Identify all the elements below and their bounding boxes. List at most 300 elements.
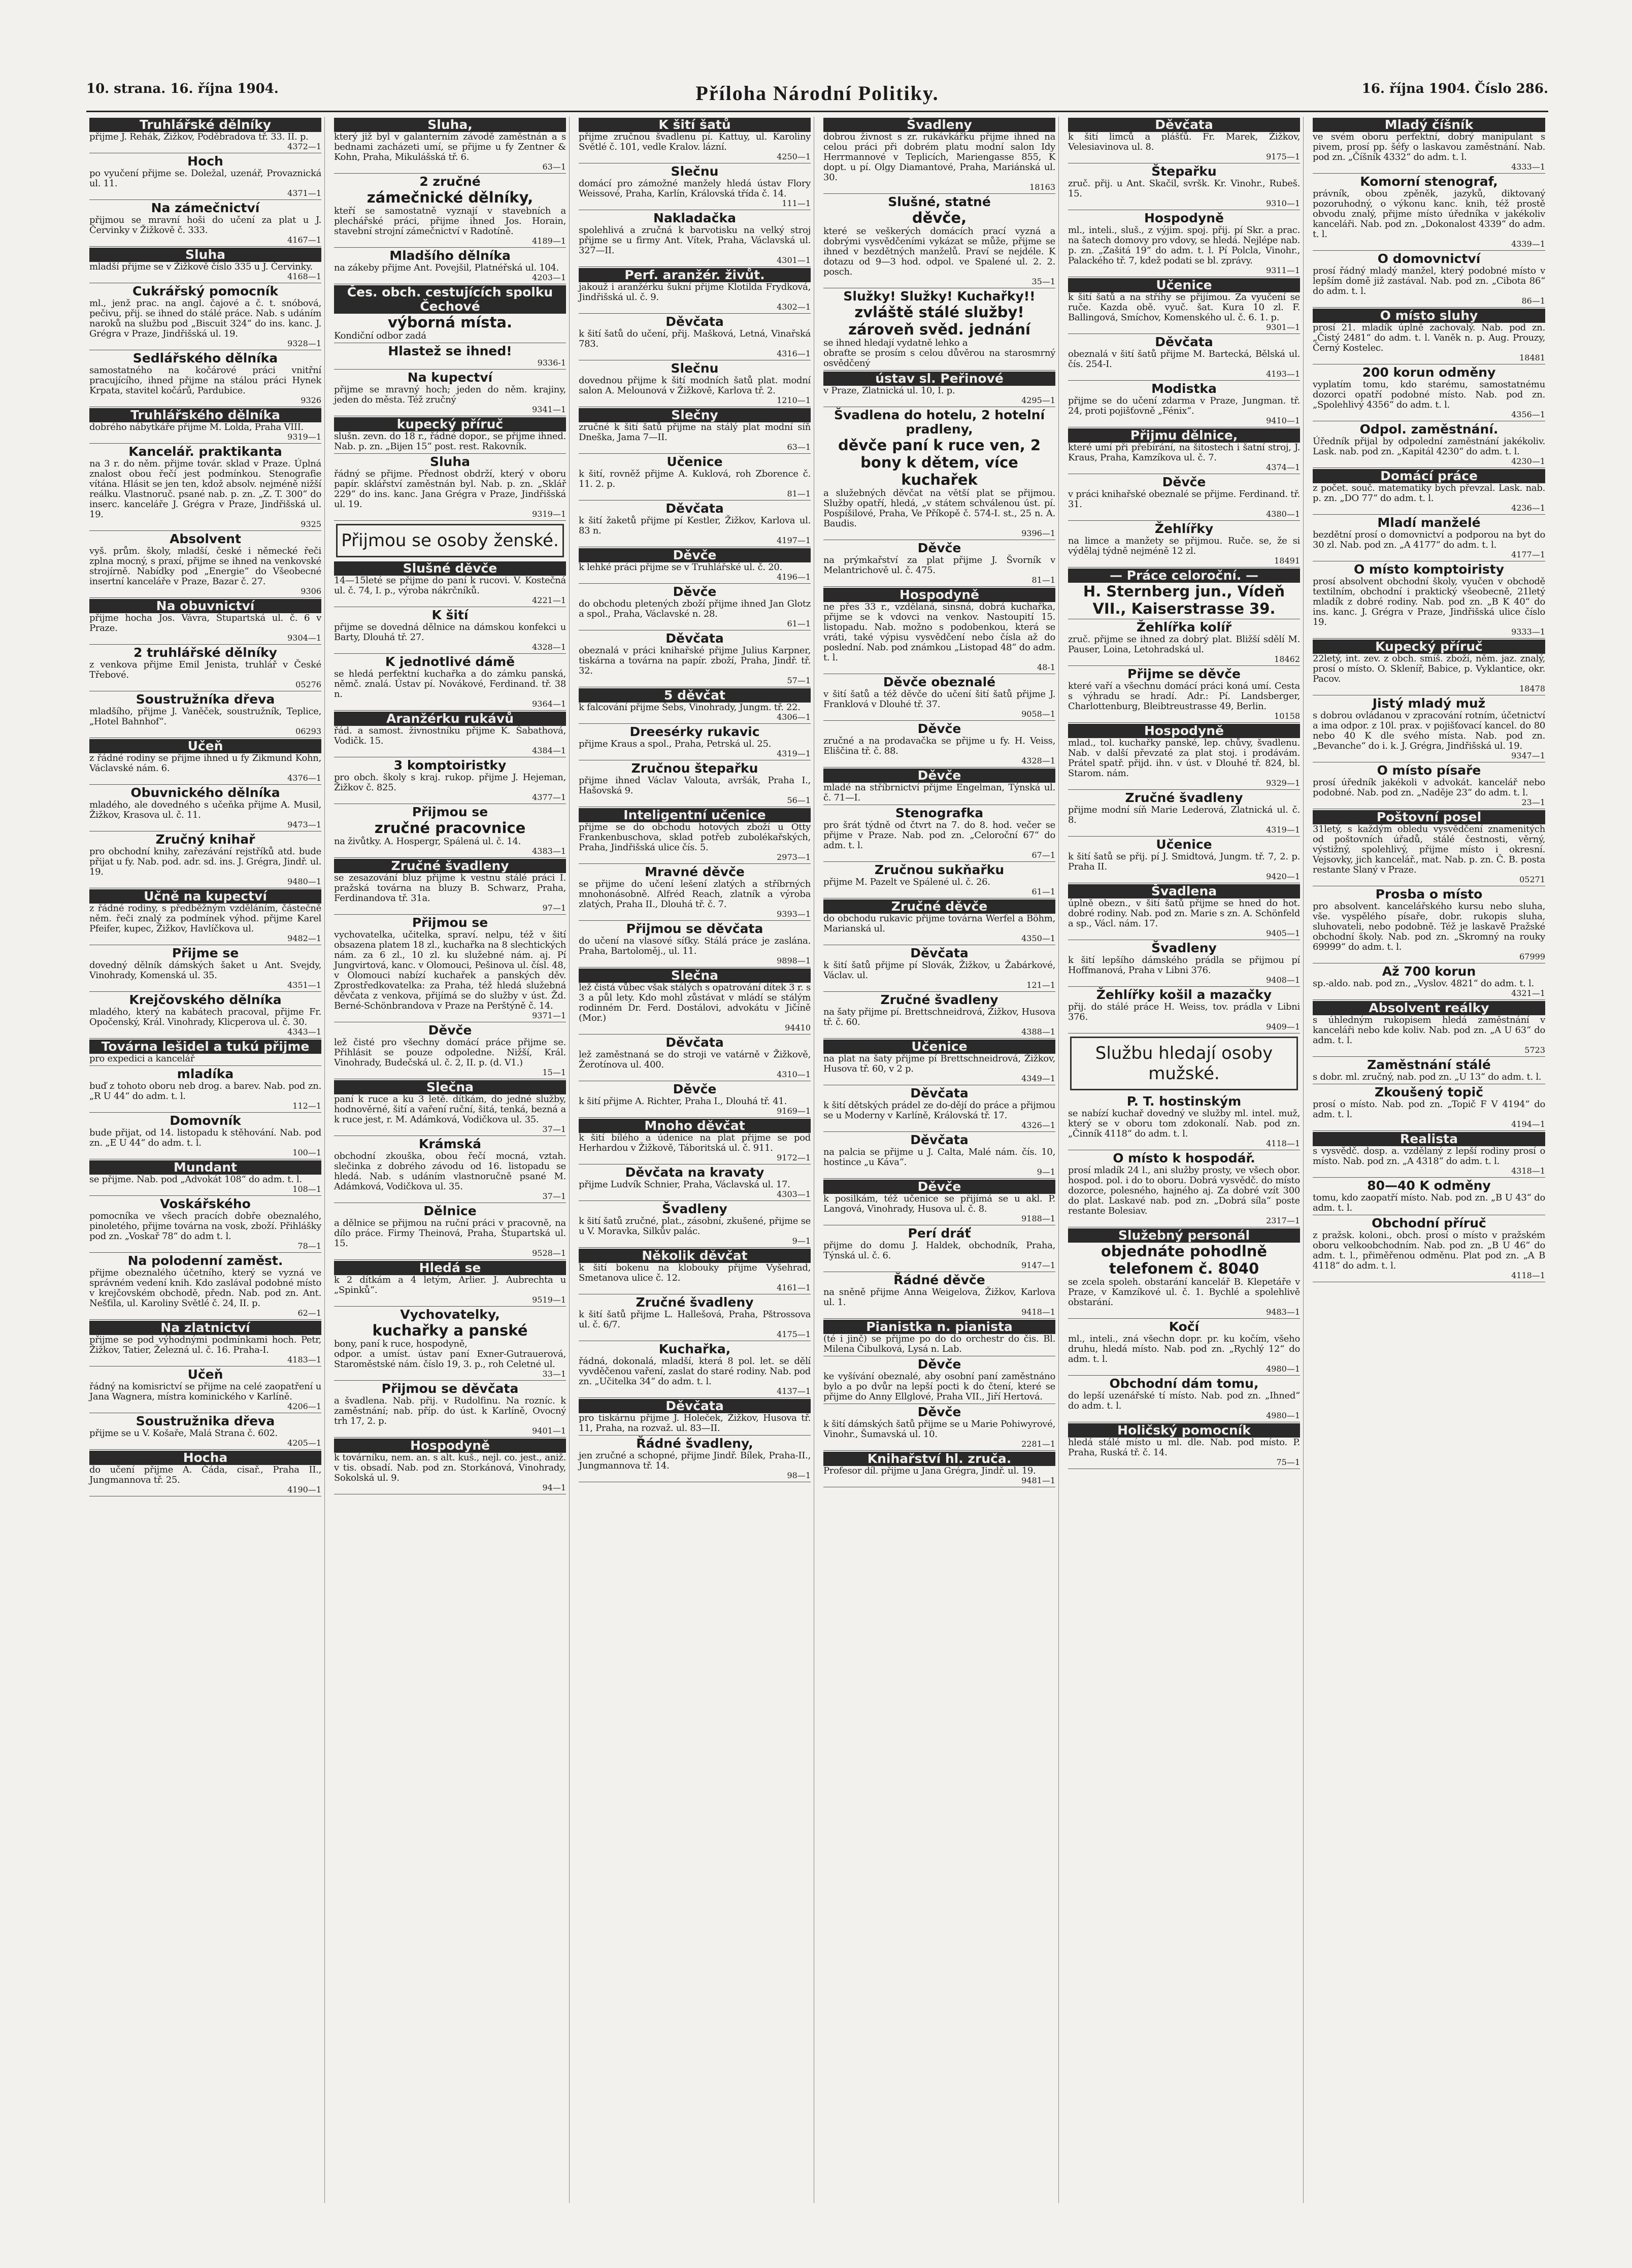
ad-body: přijme obeznalého účetního, který se vyzná ve správném vedení knih. Kdo zaslával podobné místo v krejčovském obchodě, předn. Nab. pod zn. Ant. Nešťila, ul. Karoliny Světlé č. 24, II. p.: [89, 1268, 321, 1309]
ad-body: do lepší uzenářské tí místo. Nab. pod zn. „Ihned“ do adm. t. l.: [1068, 1390, 1300, 1411]
ad-heading: K šití šatů: [579, 118, 811, 132]
ad-heading: Nakladačka: [653, 211, 736, 225]
ad-reference-number: 108—1: [292, 1184, 321, 1194]
classified-ad: [89, 598, 321, 645]
ad-body: pro absolvent. kancelářského kursu nebo sluha, vše. vyspělého písaře, dobr. rukopis sluha, sluhovateli, nebo podobně. Též je laskavě Pražské obchodní školy. Nab. pod zn. „Skromný na rouky 69999“ do adm. t. l.: [1313, 901, 1545, 952]
ad-heading: Učenice: [1068, 278, 1300, 292]
ad-reference-number: 9310—1: [1266, 198, 1300, 208]
ad-heading: Děvče: [673, 1082, 717, 1096]
classified-ad: [823, 1356, 1055, 1404]
classified-ad: [823, 371, 1055, 407]
ad-body: zruč. přij. u Ant. Skačil, svršk. Kr. Vinohr., Rubeš. 15.: [1068, 178, 1300, 199]
ad-heading: K jednotlivé dámě: [385, 654, 515, 669]
classified-ad: [1068, 883, 1300, 940]
ad-reference-number: 78—1: [297, 1241, 321, 1251]
classified-ad: [334, 858, 566, 915]
ad-heading: Hledá se: [334, 1261, 566, 1275]
ad-body: k továrníku, nem. an. s alt. kuš., nejl. co. jest., aniž. v tis. obsadí. Nab. pod zn. Storkánová, Vinohrady, Sokolská ul. 9.: [334, 1452, 566, 1483]
ad-heading: O místo sluhy: [1313, 309, 1545, 323]
ad-heading: Kuchařka,: [658, 1342, 731, 1356]
ad-reference-number: 37—1: [542, 1124, 566, 1134]
classified-ad: [334, 284, 566, 343]
masthead: [86, 80, 1548, 112]
ad-heading: Zkoušený topič: [1374, 1085, 1484, 1099]
ad-heading: Žehlířky košil a mazačky: [1096, 987, 1272, 1002]
ad-body: k šití dámských šatů přijme se u Marie Pohiwyrové, Vinohr., Šumavská ul. 10.: [823, 1419, 1055, 1440]
classified-ad: [89, 200, 321, 247]
ad-reference-number: 9519—1: [532, 1295, 566, 1305]
ad-body: se ihned hledají vydatně lehko a: [823, 338, 968, 348]
classified-ad: [579, 1164, 811, 1201]
classified-ad: [579, 314, 811, 360]
ad-reference-number: 57—1: [787, 676, 811, 685]
ad-reference-number: 18462: [1274, 654, 1300, 664]
ad-reference-number: 4303—1: [777, 1189, 811, 1199]
ad-reference-number: 9311—1: [1266, 265, 1300, 275]
ad-body: s úhledným rukopisem hledá zaměstnání v kanceláři nebo kde koliv. Nab. pod zn. „A U 63“ do adm. t. l.: [1313, 1015, 1545, 1046]
ad-body: pro tiskárnu přijme J. Holeček, Žižkov, Husova tř. 11, Praha, na rozvaž. ul. 83—II.: [579, 1413, 811, 1433]
ad-body: prosí absolvent obchodní školy, vyučen v obchodě textilním, obchodní i praktický všeobecně, 21letý mladík z dobré rodiny. Nab. pod zn. „B K 40“ do ins. kanc. J. Grégra v Praze, Jindřišská ulice číslo 19.: [1313, 576, 1545, 627]
ad-body: se hledá perfektní kuchařka a do zámku panská, němč. znalá. Ústav pí. Novákové, Ferdinand. tř. 38 n.: [334, 669, 566, 699]
ad-body: zruč. přijme se ihned za dobrý plat. Bližší sdělí M. Pauser, Loina, Letohradská ul.: [1068, 634, 1300, 655]
ad-heading: Absolvent: [170, 531, 241, 546]
classified-ad: [89, 531, 321, 598]
classified-ad: [579, 547, 811, 584]
ad-reference-number: 9371—1: [532, 1011, 566, 1020]
classified-ad: [1068, 666, 1300, 723]
classified-ad: [1313, 421, 1545, 468]
classified-ad: [1068, 427, 1300, 474]
ad-body: 22letý, int. zev. z obch. smíš. zboží, něm. jaz. znalý, prosí o místo. O. Skleníř, Babice, p. Vyklantice, okr. Pacov.: [1313, 653, 1545, 684]
ad-heading: 80—40 K odměny: [1367, 1178, 1491, 1193]
classified-ad: [579, 1248, 811, 1294]
ad-body: se zesazování bluz přijme k vestnu stálé práci I. pražská továrna na bluzy B. Schwarz, Praha, Ferdinandova tř. 31a.: [334, 873, 566, 904]
classified-ad: [579, 968, 811, 1035]
ad-heading: Dreesérky rukavic: [629, 724, 760, 739]
classified-ad: [579, 407, 811, 454]
ad-heading: Perf. aranžér. živůt.: [579, 268, 811, 282]
ad-reference-number: 9058—1: [1021, 709, 1055, 719]
ad-reference-number: 9326: [301, 395, 321, 405]
classified-ad: [89, 1159, 321, 1196]
ad-body: na palcia se přijme u J. Calta, Malé nám. čís. 10, hostince „u Káva“.: [823, 1147, 1055, 1168]
classified-ad: [823, 768, 1055, 805]
ad-heading: Žehlířka kolíř: [1136, 620, 1232, 635]
ad-reference-number: 9408—1: [1266, 975, 1300, 985]
classified-ad: [1068, 117, 1300, 163]
ad-body: a služebných děvčat na větší plat se přijmou. Služby opatří, hledá, „v státem schválenou úst. pí. Pospíšilové, Praha, Ve Příkopě č. 574-I. st., 25 n. A. Baudis.: [823, 488, 1055, 529]
ad-heading: Děvče: [1162, 475, 1206, 489]
classified-ad: [1313, 468, 1545, 515]
ad-heading: Přijme se: [172, 946, 239, 960]
ad-body: přijme M. Pazelt ve Spálené ul. č. 26.: [823, 877, 990, 887]
ad-body: buď z tohoto oboru neb drog. a barev. Nab. pod zn. „R U 44“ do adm. t. l.: [89, 1081, 321, 1102]
ad-body: a dělnice se přijmou na ruční práci v pracovně, na dílo práce. Firmy Theinová, Praha, Štupartská ul. 15.: [334, 1218, 566, 1249]
classified-ad: [1068, 568, 1300, 619]
ad-body: hledá stálé místo u ml. dle. Nab. pod místo. P. Praha, Ruská tř. č. 14.: [1068, 1437, 1300, 1458]
ad-body: s vysvědč. dosp. a. vzdělaný z lepší rodiny prosí o místo. Nab. pod zn. „A 4318“ do adm. t. l.: [1313, 1146, 1545, 1166]
ad-reference-number: 9473—1: [287, 820, 321, 829]
ad-heading: Hlastež se ihned!: [388, 344, 512, 358]
ad-body: přijme se do obchodu hotových zboží u Otty Frankenbuschova, sklad potřeb zubolékařských, Praha, Jindřišská ulice čís. 5.: [579, 822, 811, 853]
classified-ad: [334, 607, 566, 654]
classified-ad: [89, 888, 321, 945]
ad-reference-number: 9325: [301, 519, 321, 529]
ad-heading: Děvče: [823, 1180, 1055, 1194]
ad-body: se nabízí kuchař dovedný ve služby ml. intel. muž, který se v oboru tom zdokonalí. Nab. pod zn. „Činník 4118“ do adm. t. l.: [1068, 1108, 1300, 1139]
classified-columns: [86, 117, 1548, 2203]
ad-body: právník, obou zpěněk, jazyků, diktovaný pozoruhodný, o výkonu kanc. knih, též prostě obvodu znalý, přijme místo úředníka v jakékoliv kanceláři. Nab. pod zn. „Dokonalost 4339“ do adm. t. l.: [1313, 188, 1545, 240]
ad-reference-number: 9418—1: [1021, 1307, 1055, 1317]
ad-reference-number: 4384—1: [532, 746, 566, 755]
ad-heading: Děvčata: [910, 1086, 969, 1100]
classified-ad: [89, 407, 321, 444]
ad-reference-number: 4197—1: [777, 536, 811, 545]
classified-ad: [579, 807, 811, 864]
ad-reference-number: 81—1: [787, 489, 811, 498]
ad-body: vyš. prům. školy, mladší, české i německé řeči zplna mocný, s praxí, přijme se ihned na venkovské strojírně. Nabídky pod „Energie“ do Všeobecné insertní kanceláře v Praze, Bazar č. 27.: [89, 546, 321, 587]
ad-reference-number: 121—1: [1026, 980, 1055, 990]
classified-ad: [579, 687, 811, 724]
classified-ad: [89, 738, 321, 785]
ad-reference-number: 112—1: [292, 1101, 321, 1111]
classified-ad: [1068, 940, 1300, 987]
ad-heading: Švadlena do hotelu, 2 hotelní pradleny,: [834, 408, 1045, 437]
ad-body: řádný se přijme. Přednost obdrží, který v oboru papír. sklářství zaměstnán byl. Nab. p. zn. „Sklář 229“ do ins. kanc. Jana Grégra v Praze, Jindřišská ul. 19.: [334, 469, 566, 510]
ad-heading: ústav sl. Peřinové: [823, 372, 1055, 386]
ad-reference-number: 4371—1: [287, 188, 321, 198]
ad-body: ml., jenž prac. na angl. čajové a č. t. snóbová, pečivu, přij. se ihned do stálé práce. Nab. s udáním naroků na službu pod „Biscuit 324“ do ins. kanc. J. Grégra v Praze, Jindřišská ul. 19.: [89, 298, 321, 339]
ad-heading: 2 truhlářské dělníky: [134, 645, 277, 660]
ad-body: mladého, ale dovedného s učeňka přijme A. Musil, Žižkov, Krasova ul. č. 11.: [89, 799, 321, 820]
ad-body: přijme se dovedná dělnice na dámskou konfekci u Barty, Dlouhá tř. 27.: [334, 622, 566, 643]
column-1: [86, 117, 325, 2203]
classified-ad: [823, 1451, 1055, 1487]
ad-body: paní k ruce a ku 3 letě. dítkám, do jedné služby, hodnověrné, šití a vaření ruční, šitá, tenká, bezná a k ruce jest, r. M. Adámková, Vodičkova ul. 35.: [334, 1094, 566, 1125]
ad-reference-number: 9482—1: [287, 933, 321, 943]
section-heading-box: [1070, 1037, 1298, 1090]
ad-body: prosí mladík 24 l., ani služby prosty, ve všech obor. hospod. pol. i do to oboru. Dobrá vysvědč. do místo dozorce, polesného, hajného aj. Za dobré vzít 300 do plat. Laskavé nab. pod zn. „Dobrá síla“ poste restante Bolesiav.: [1068, 1165, 1300, 1216]
ad-reference-number: 9329—1: [1266, 778, 1300, 788]
ad-heading: O místo komptoiristy: [1353, 562, 1505, 577]
classified-ad: [823, 1039, 1055, 1085]
ad-heading: Obchodní dám tomu,: [1109, 1376, 1259, 1391]
ad-reference-number: 9172—1: [777, 1153, 811, 1162]
classified-ad: [823, 1272, 1055, 1319]
ad-reference-number: 9347—1: [1511, 751, 1545, 760]
ad-reference-number: 4326—1: [1021, 1120, 1055, 1130]
ad-heading: Vychovatelky,: [400, 1307, 500, 1322]
ad-heading: Švadlena: [1068, 884, 1300, 898]
ad-heading: Učenice: [1156, 837, 1212, 852]
ad-heading: Obchodní příruč: [1372, 1216, 1486, 1230]
classified-ad: [89, 1366, 321, 1413]
ad-heading: Krámská: [419, 1137, 481, 1151]
ad-heading: Děvčata: [665, 501, 724, 516]
classified-ad: [1068, 619, 1300, 666]
classified-ad: [579, 1398, 811, 1436]
ad-heading: Švadleny: [662, 1202, 727, 1216]
column-5: [1065, 117, 1304, 2203]
ad-heading: Štepařku: [1151, 164, 1217, 179]
ad-body: bony, paní k ruce, hospodyně,: [334, 1339, 468, 1349]
classified-ad: [1068, 381, 1300, 427]
ad-heading: Pianistka n. pianista: [823, 1320, 1055, 1334]
ad-reference-number: 4194—1: [1511, 1119, 1545, 1129]
ad-heading: Děvče: [673, 584, 717, 599]
ad-reference-number: 9333—1: [1511, 627, 1545, 637]
classified-ad: [823, 1404, 1055, 1451]
ad-body: se přijme. Nab. pod „Advokát 108“ do adm. t. l.: [89, 1174, 302, 1185]
ad-reference-number: 4328—1: [532, 642, 566, 652]
ad-heading: kupecký příruč: [334, 417, 566, 431]
classified-ad: [579, 501, 811, 547]
ad-heading: Sedlářského dělníka: [132, 351, 278, 365]
classified-ad: [1068, 723, 1300, 790]
ad-heading: Služebný personál: [1068, 1228, 1300, 1243]
ad-body: mladé na stříbrnictví přijme Engelman, Týnská ul. č. 71—I.: [823, 782, 1055, 803]
ad-body: do obchodu pletených zboží přijme ihned Jan Glotz a spol., Praha, Václavské n. 28.: [579, 598, 811, 619]
ad-body: které se veškerých domácích prací vyzná a dobrými vysvědčeními vykázat se může, přijme se ihned v bezdětných manželů. Praví se nejdéle. K dotazu od 9—3 hod. odpol. ve Spalené ul. 2. 2. posch.: [823, 226, 1055, 277]
classified-ad: [579, 724, 811, 760]
ad-body: prosí úředník jakékoli v advokát. kancelář nebo podobné. Nab. pod zn. „Naděje 23“ do adm. t. l.: [1313, 777, 1545, 798]
ad-body: lež zaměstnaná se do stroji ve vatárně v Žižkově, Žerotínova ul. 400.: [579, 1049, 811, 1070]
ad-body: na limce a manžety se přijmou. Ruče. se, že si výdělaj týdně nejméně 12 zl.: [1068, 536, 1300, 556]
section-heading-box: [336, 524, 564, 557]
classified-ad: [823, 721, 1055, 768]
ad-subheading: zámečnické dělníky,: [367, 189, 534, 206]
ad-reference-number: 4302—1: [777, 302, 811, 312]
classified-ad: [579, 267, 811, 314]
ad-heading: Učeň: [187, 1367, 223, 1382]
ad-body: 31letý, s každým obledu vysvědčení znamenitých od poštovních úřadů, stálé čestnosti, věrný, výstižný, spolehlivý, přijme místo i okresní. Vejsovky, jich kancelář., mat. Nab. p. zn. Č. B. posta restante Slaný v Praze.: [1313, 824, 1545, 875]
classified-ad: [1313, 1131, 1545, 1178]
ad-body: se zcela spoleh. obstarání kancelář B. Klepetáře v Praze, v Kamzíkové ul. č. 1. Bychlé a spolehlivě obstarání.: [1068, 1277, 1300, 1308]
ad-reference-number: 9410—1: [1266, 416, 1300, 425]
classified-ad: [579, 1118, 811, 1164]
ad-heading: Služky! Služky! Kuchařky!!: [843, 289, 1036, 304]
ad-heading: Slečnu: [671, 361, 719, 376]
ad-heading: Mladý číšník: [1313, 118, 1545, 132]
ad-body: řád. a samost. živnostníku přijme K. Šabathová, Vodičk. 15.: [334, 725, 566, 746]
ad-body: k šití šatů přijme L. Hallešová, Praha, Pštrossova ul. č. 6/7.: [579, 1309, 811, 1330]
ad-body: bude přijat, od 14. listopadu k stěhování. Nab. pod zn. „E U 44“ do adm. t. l.: [89, 1127, 321, 1148]
ad-heading: O místo k hospodář.: [1113, 1151, 1255, 1165]
classified-ad: [579, 1436, 811, 1482]
ad-heading: Kancelář. praktikanta: [128, 444, 282, 459]
ad-heading: Na zlatnictví: [89, 1321, 321, 1335]
ad-body: prosí 21. mladík úplně zachovalý. Nab. pod zn. „Čistý 2481“ do adm. t. l. Vaněk n. p. Aug. Prouzy, Černý Kostelec.: [1313, 322, 1545, 353]
ad-reference-number: 62—1: [297, 1308, 321, 1318]
ad-reference-number: 9396—1: [1021, 528, 1055, 538]
ad-heading: O místo písaře: [1377, 763, 1481, 778]
classified-ad: [334, 370, 566, 416]
ad-body: na zákeby přijme Ant. Povejšil, Platnéřská ul. 104.: [334, 262, 559, 273]
ad-body: Úředník přijal by odpolední zaměstnání jakékoliv. Lask. nab. pod zn. „Kapitál 4230“ do adm. t. l.: [1313, 436, 1545, 457]
ad-reference-number: 4168—1: [287, 272, 321, 281]
ad-body: pomocníka ve všech pracích dobře obeznalého, pinoletého, přijme továrna na vosk, zboží. Přihlášky pod zn. „Voskař 78“ do adm t. l.: [89, 1211, 321, 1242]
ad-heading: Přijmou se děvčata: [626, 921, 763, 936]
ad-body: bezdětní prosí o domovnictví a podporou na byt do 30 zl. Nab. pod zn. „A 4177“ do adm. t. l.: [1313, 529, 1545, 550]
ad-body: k šití dětských prádel ze do-dějí do práce a přijmou se u Moderny v Karlíně, Královská tř. 17.: [823, 1100, 1055, 1121]
ad-reference-number: 4388—1: [1021, 1027, 1055, 1037]
ad-reference-number: 9—1: [1037, 1167, 1055, 1177]
ad-reference-number: 4319—1: [1266, 825, 1300, 835]
classified-ad: [1313, 963, 1545, 1000]
ad-body: k posilkám, též učenice se přijímá se u akl. P. Langová, Vinohrady, Husova ul. č. 8.: [823, 1193, 1055, 1214]
ad-body: do učení na vlasové síťky. Stálá práce je zaslána. Praha, Bartoloměj., ul. 11.: [579, 936, 811, 956]
ad-reference-number: 4318—1: [1511, 1166, 1545, 1176]
classified-ad: [89, 785, 321, 831]
ad-body: v práci knihařské obeznalé se přijme. Ferdinand. tř. 31.: [1068, 489, 1300, 510]
ad-heading: Mnoho děvčat: [579, 1119, 811, 1133]
ad-reference-number: 4250—1: [777, 152, 811, 161]
classified-ad: [1313, 364, 1545, 421]
ad-heading: Na kupectví: [407, 370, 493, 385]
classified-ad: [1313, 1178, 1545, 1215]
classified-ad: [89, 1066, 321, 1113]
ad-heading: Na polodenní zaměst.: [127, 1253, 283, 1268]
classified-ad: [579, 454, 811, 501]
ad-heading: Perí dráť: [908, 1226, 971, 1241]
classified-ad: [334, 174, 566, 248]
ad-heading: Přijme se děvče: [1127, 666, 1241, 681]
ad-body: k šití žaketů přijme pí Kestler, Žižkov, Karlova ul. 83 n.: [579, 515, 811, 536]
classified-ad: [334, 1203, 566, 1260]
ad-reference-number: 4321—1: [1511, 988, 1545, 998]
ad-subheading: výborná místa.: [388, 314, 512, 331]
ad-body: přijme se u V. Košaře, Malá Strana č. 602.: [89, 1428, 278, 1439]
classified-ad: [579, 360, 811, 407]
classified-ad: [1068, 1150, 1300, 1227]
ad-reference-number: 4203—1: [532, 273, 566, 282]
ad-body: řádný na komisrictví se přijme na celé zaopatření u Jana Wagnera, místra kominického v Karlíně.: [89, 1381, 321, 1402]
ad-body: na šaty přijme pí. Brettschneidrová, Žižkov, Husova tř. č. 60.: [823, 1007, 1055, 1027]
ad-body: přijme ihned Václav Valouta, avršák, Praha I., Hašovská 9.: [579, 775, 811, 796]
classified-ad: [579, 921, 811, 968]
ad-body: pro obchodní knihy, zařezávání rejstříků atd. bude přijat u fy. Nab. pod. adr. sd. ins. J. Grégra, Jindř. ul. 19.: [89, 846, 321, 877]
classified-ad: [334, 711, 566, 757]
ad-body: zručné a na prodavačka se přijme u fy. H. Veiss, Eliščina tř. č. 88.: [823, 736, 1055, 756]
classified-ad: [334, 560, 566, 607]
classified-ad: [579, 117, 811, 163]
ad-body: k šití šatů a na stříhy se přijímou. Za vyučení se ruče. Kazda obě. vyuč. šat. Kura 10 zl. F. Ballingová, Smíchov, Komenského ul. č. 6. 1. p.: [1068, 292, 1300, 323]
ad-heading: Hocha: [89, 1451, 321, 1465]
section-heading: Přijmou se osoby ženské.: [341, 530, 559, 551]
ad-heading: Hospodyně: [823, 588, 1055, 602]
ad-body: ml., inteli., sluš., z výjim. spoj. přij. pí Skr. a prac. na šatech domovy pro vdovy, se hledá. Nejlépe nab. p. zn. „Zašitá 19“ do adm. t. l. Pí Polcla, Vinohr., Palackého tř. 7, kdež podati se bl. zprávy.: [1068, 225, 1300, 266]
ad-reference-number: 97—1: [542, 903, 566, 913]
ad-heading: Zručnou štepařku: [631, 761, 758, 776]
ad-heading: Děvčata: [910, 1132, 969, 1147]
classified-ad: [334, 117, 566, 174]
ad-reference-number: 4376—1: [287, 773, 321, 783]
classified-ad: [579, 760, 811, 807]
ad-body: na sněně přijme Anna Weigelova, Žižkov, Karlova ul. 1.: [823, 1287, 1055, 1308]
ad-body: z řádné rodiny, s předběžným vzděláním, částečně něm. řeči znalý za podmínek výhod. přijme Karel Pfeifer, kupec, Žižkov, Havlíčkova ul.: [89, 903, 321, 934]
ad-heading: P. T. hostinským: [1126, 1094, 1242, 1109]
ad-heading: 200 korun odměny: [1362, 365, 1496, 380]
ad-reference-number: 4319—1: [777, 749, 811, 758]
ad-body: přijme Kraus a spol., Praha, Petrská ul. 25.: [579, 739, 772, 749]
ad-body: k šití lepšího dámského prádla se přijmou pí Hoffmanová, Praha v Libni 376.: [1068, 955, 1300, 976]
classified-ad: [1313, 1057, 1545, 1084]
classified-ad: [823, 194, 1055, 288]
ad-body: na prýmkařství za plat přijme J. Švorník v Melantrichově ul. č. 475.: [823, 555, 1055, 576]
classified-ad: [1313, 809, 1545, 886]
ad-heading: Zručné švadleny: [880, 992, 998, 1007]
ad-body: vyplatím tomu, kdo starému, samostatnému dozorci opatří podobné místo. Nab. pod zn. „Spolehlivý 4356“ do adm. t. l.: [1313, 379, 1545, 410]
ad-heading: Děvče: [917, 541, 961, 555]
ad-reference-number: 9405—1: [1266, 928, 1300, 938]
classified-ad: [89, 831, 321, 888]
ad-reference-number: 86—1: [1521, 296, 1545, 306]
ad-body: v šití šatů a též děvče do učení šití šatů přijme J. Franklová v Dlouhé tř. 37.: [823, 689, 1055, 710]
ad-body: do učení přijme A. Čáda, cisař., Praha II., Jungmannova tř. 25.: [89, 1464, 321, 1485]
classified-ad: [1068, 1422, 1300, 1469]
ad-reference-number: 4118—1: [1511, 1271, 1545, 1280]
classified-ad: [1068, 790, 1300, 837]
ad-heading: Děvče: [823, 769, 1055, 783]
ad-reference-number: 9—1: [792, 1236, 811, 1246]
ad-heading: Děvče: [579, 548, 811, 562]
ad-heading: Komorní stenograf,: [1360, 174, 1498, 189]
ad-body: přijme hocha Jos. Vávra, Štupartská ul. č. 6 v Praze.: [89, 613, 321, 633]
ad-subheading: objednáte pohodlně telefonem č. 8040: [1101, 1243, 1268, 1277]
ad-body: k 2 dítkám a 4 letým, Arlier. J. Aubrechta u „Spinků“.: [334, 1275, 566, 1295]
ad-heading: 2 zručné: [419, 174, 481, 189]
ad-reference-number: 23—1: [1521, 797, 1545, 807]
classified-ad: [1313, 639, 1545, 695]
classified-ad: [1068, 210, 1300, 277]
ad-heading: Mravné děvče: [645, 864, 745, 879]
ad-heading: Inteligentní učenice: [579, 808, 811, 822]
ad-reference-number: 9306: [301, 586, 321, 596]
ad-heading: Cukrářský pomocník: [132, 284, 278, 298]
ad-subheading: zvláště stálé služby! zároveň svěd. jednání: [848, 304, 1030, 338]
ad-reference-number: 18491: [1274, 556, 1300, 565]
classified-ad: [1313, 308, 1545, 364]
ad-reference-number: 18163: [1029, 182, 1055, 192]
ad-reference-number: 06293: [295, 726, 321, 736]
ad-body: lež čistá vůbec však stálých s opatrování dítek 3 r. s 3 a půl lety. Kdo mohl zůstávat v mládí se stálým rodinném Dr. Ferd. Dostálovi, advokátu v Jičíně (Mor.): [579, 982, 811, 1023]
classified-ad: [1313, 561, 1545, 639]
ad-reference-number: 4167—1: [287, 235, 321, 245]
classified-ad: [334, 915, 566, 1022]
classified-ad: [334, 1022, 566, 1079]
classified-ad: [1068, 987, 1300, 1033]
ad-heading: Truhlářské dělníky: [89, 118, 321, 132]
ad-body: na živůtky. A. Hospergr, Spálená ul. č. 14.: [334, 836, 521, 847]
classified-ad: [579, 163, 811, 210]
classified-ad: [1313, 1215, 1545, 1282]
ad-heading: Mundant: [89, 1160, 321, 1175]
classified-ad: [823, 674, 1055, 721]
ad-body: přij. do stálé práce H. Weiss, tov. prádla v Libni 376.: [1068, 1002, 1300, 1022]
ad-heading: Soustružnika dřeva: [136, 1414, 275, 1428]
ad-reference-number: 4328—1: [1021, 756, 1055, 765]
ad-heading: Kočí: [1169, 1319, 1200, 1334]
ad-body: k šití limců a plášťů. Fr. Marek, Žižkov, Velesiavinova ul. 8.: [1068, 131, 1300, 152]
ad-heading: Učenice: [667, 454, 723, 469]
ad-heading: Holičský pomocník: [1068, 1423, 1300, 1438]
ad-heading: Žehlířky: [1154, 521, 1214, 536]
ad-reference-number: 56—1: [787, 795, 811, 805]
classified-ad: [823, 1179, 1055, 1225]
ad-body: domácí pro zámožné manžely hledá ústav Flory Weissové, Praha, Karlín, Královská třída č. 14.: [579, 178, 811, 199]
ad-body: mlad., tol. kuchařky panské, lep. chůvy, švadlenu. Nab. v další převzaté za plat stoj. i prodávám. Prátel spatř. přijd. ihn. v úst. v Dlouhé tř. 824, bl. Starom. nám.: [1068, 738, 1300, 779]
classified-ad: [1313, 1000, 1545, 1057]
